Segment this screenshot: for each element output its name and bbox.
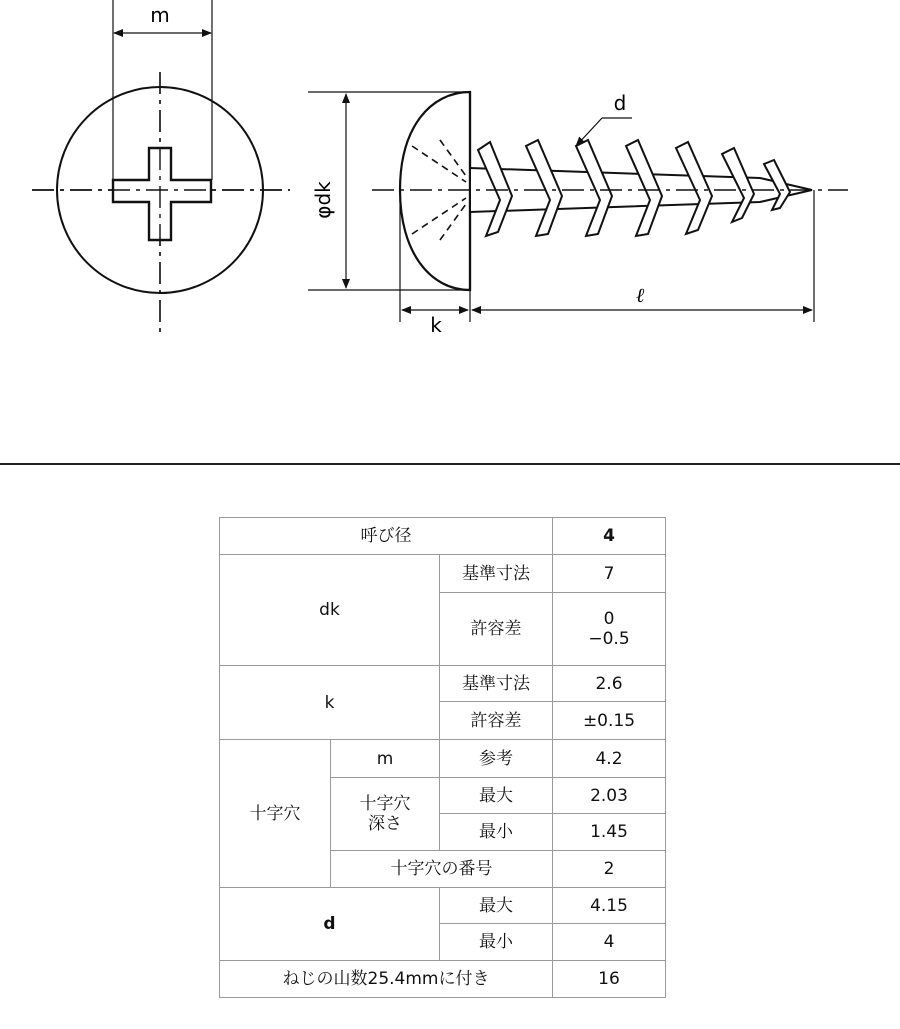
table-row [220, 740, 666, 778]
dk-tolerance-value [553, 593, 666, 666]
label-m: m [150, 3, 170, 27]
recess-depth-min-value: 1.45 [553, 814, 666, 851]
label-l: ℓ [635, 283, 645, 307]
table-row [220, 666, 666, 702]
label-d: d [613, 91, 627, 115]
d-label: d [220, 888, 440, 961]
k-nominal-value: 2.6 [553, 666, 666, 702]
d-max-value: 4.15 [553, 888, 666, 924]
k-label: k [220, 666, 440, 740]
dk-tolerance-upper: 0 [603, 609, 615, 629]
nominal-diameter-label: 呼び径 [220, 518, 553, 555]
recess-m-ref-label: 参考 [440, 740, 553, 778]
cross-recess-icon [113, 148, 211, 240]
d-min-value: 4 [553, 924, 666, 961]
table-row [220, 555, 666, 593]
d-max-label: 最大 [440, 888, 553, 924]
dk-nominal-label: 基準寸法 [440, 555, 553, 593]
recess-depth-min-label: 最小 [440, 814, 553, 851]
nominal-diameter-value: 4 [553, 518, 666, 555]
k-tolerance-label: 許容差 [440, 702, 553, 740]
recess-label: 十字穴 [220, 740, 331, 888]
table-row [220, 961, 666, 998]
recess-number-label: 十字穴の番号 [331, 851, 553, 888]
dk-tolerance-lower: −0.5 [588, 629, 630, 649]
section-divider [0, 463, 900, 465]
recess-depth-max-label: 最大 [440, 778, 553, 814]
label-k: k [430, 313, 442, 337]
screw-drawing [0, 0, 900, 420]
dk-label: dk [220, 555, 440, 666]
table-row [220, 888, 666, 924]
recess-depth-label-line2: 深さ [368, 814, 402, 834]
recess-m-value: 4.2 [553, 740, 666, 778]
head-top-view [32, 0, 290, 332]
dk-tolerance-label: 許容差 [440, 593, 553, 666]
threads-per-inch-value: 16 [553, 961, 666, 998]
recess-number-value: 2 [553, 851, 666, 888]
k-nominal-label: 基準寸法 [440, 666, 553, 702]
screw-side-view [308, 91, 848, 337]
table-row [220, 518, 666, 555]
recess-depth-label-line1: 十字穴 [359, 794, 411, 814]
threads-per-inch-label: ねじの山数25.4mmに付き [220, 961, 553, 998]
recess-depth-label [331, 778, 440, 851]
recess-m-label: m [331, 740, 440, 778]
spec-table [219, 517, 666, 998]
k-tolerance-value: ±0.15 [553, 702, 666, 740]
d-min-label: 最小 [440, 924, 553, 961]
label-dk: φdk [311, 181, 335, 219]
recess-depth-max-value: 2.03 [553, 778, 666, 814]
dk-nominal-value: 7 [553, 555, 666, 593]
